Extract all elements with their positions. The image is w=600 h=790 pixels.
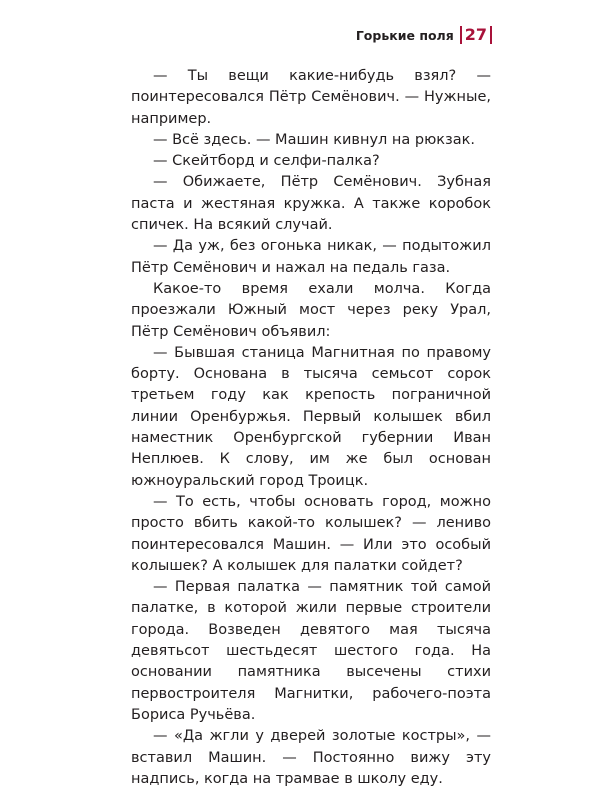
paragraph: — Обижаете, Пётр Семёнович. Зубная паста и жестяная кружка. А также коробок спичек. На всякий случай. xyxy=(131,174,491,234)
paragraph: Какое-то время ехали молча. Когда проезжали Южный мост через реку Урал, Пётр Семёнович объявил: xyxy=(131,280,491,340)
paragraph: — Бывшая станица Магнитная по правому борту. Основана в тысяча семьсот сорок третьем году как крепость пограничной линии Оренбуржья. Первый колышек вбил наместник Оренбургской губернии Иван Неплюев. К слову, им же был основан южноуральский город Троицк. xyxy=(131,344,491,489)
paragraph: — «Да жгли у дверей золотые костры», — вставил Машин. — Постоянно вижу эту надпись, когда на трамвае в школу еду. xyxy=(131,728,491,787)
paragraph: — Да уж, без огонька никак, — подытожил Пётр Семёнович и нажал на педаль газа. xyxy=(131,238,491,276)
paragraph: — Всё здесь. — Машин кивнул на рюкзак. xyxy=(153,131,476,148)
paragraph: — Первая палатка — памятник той самой палатке, в которой жили первые строители города. Возведен девятого мая тысяча девятьсот шестьдесят шестого года. На основании памятника высечены стихи первостроителя Магнитки, рабочего-поэта Бориса Ручьёва. xyxy=(131,579,491,723)
paragraph: — То есть, чтобы основать город, можно просто вбить какой-то колышек? — лениво поинтересовался Машин. — Или это особый колышек? А колышек для палатки сойдет? xyxy=(131,493,491,574)
running-header xyxy=(356,26,492,44)
paragraph: — Ты вещи какие-нибудь взял? — поинтересовался Пётр Семёнович. — Нужные, например. xyxy=(131,68,491,127)
body-text xyxy=(131,66,491,790)
running-title: Горькие поля xyxy=(355,27,454,43)
paragraph: — Скейтборд и селфи-палка? xyxy=(153,153,380,170)
page-number: 27 xyxy=(460,26,492,44)
